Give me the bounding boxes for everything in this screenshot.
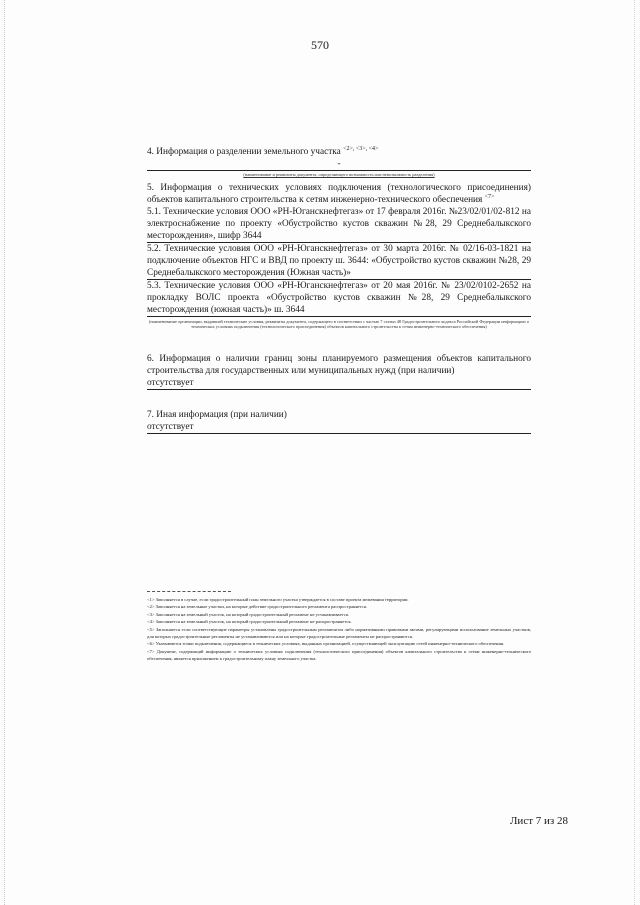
footnote-7: <7> Документ, содержащий информацию о технических условиях подключения (технологического присоединения) объектов капитального строительства к сетям инженерно-технического обеспечения, является приложением к градостроительному плану земельного участка. bbox=[147, 648, 531, 662]
section-4-heading: 4. Информация о разделении земельного участка $^{<2>, <3>, <4>}$ bbox=[147, 145, 379, 157]
section-4 bbox=[147, 146, 531, 177]
footnote-6: <6> Указываются точки подключения, содержащиеся в технических условиях, выданных организацией, осуществляющей эксплуатацию сетей инженерно-технического обеспечения. bbox=[147, 641, 505, 647]
section-4-value: - bbox=[147, 159, 531, 171]
section-7 bbox=[147, 409, 531, 434]
section-7-value: отсутствует bbox=[147, 421, 531, 434]
sheet-number: Лист 7 из 28 bbox=[509, 815, 568, 827]
page-number: 570 bbox=[311, 38, 329, 52]
section-6 bbox=[147, 353, 531, 390]
section-5-caption: (наименование организации, выдавшей технические условия, реквизиты документа, содержащего в соответствии с частью 7 статьи 48 Градостроительного кодекса Российской Федерации информацию о технических условиях подключения (технологического присоединения) объектов капитального строительства к сетям инженерно-технического обеспечения) bbox=[148, 319, 530, 330]
section-4-refs: <2>, <3>, <4> bbox=[343, 145, 379, 152]
section-5-heading: 5. Информация о технических условиях подключения (технологического присоединения) объектов капитального строительства к сетям инженерно-технического обеспечения $^{<7>}$ bbox=[147, 183, 531, 205]
section-6-value: отсутствует bbox=[147, 377, 531, 390]
section-4-caption: (наименование и реквизиты документа, определяющего возможность или невозможность разделения) bbox=[243, 172, 435, 177]
section-5-item-1: 5.1. Технические условия ООО «РН-Юганскнефтегаз» от 17 февраля 2016г. №23/02/01/02-812 на электроснабжение по проекту «Обустройство кустов скважин №28, 29 Среднебалыкского месторождения», шифр 3644 bbox=[147, 207, 531, 241]
section-6-heading: 6. Информация о наличии границ зоны планируемого размещения объектов капитального строительства для государственных или муниципальных нужд (при наличии) bbox=[147, 354, 531, 376]
footnote-3: <3> Заполняется на земельный участок, на который градостроительный регламент не устанавливается. bbox=[147, 611, 350, 617]
scan-edge-right bbox=[634, 0, 636, 905]
footnote-1: <1> Заполняется в случае, если градостроительный план земельного участка утверждается в составе проекта межевания территории. bbox=[147, 597, 409, 602]
section-5-ref: <7> bbox=[484, 193, 495, 200]
section-5-item-2: 5.2. Технические условия ООО «РН-Юганскнефтегаз» от 30 марта 2016г. № 02/16-03-1821 на подключение объектов НГС и ВВД по проекту ш. 3644: «Обустройство кустов скважин №28, 29 Среднебалыкского месторождения (Южная часть)» bbox=[147, 244, 531, 278]
footnote-4: <4> Заполняется на земельный участок, на который градостроительный регламент не распространяется. bbox=[147, 619, 352, 625]
footnote-5: <5> Заполняется если соответствующие параметры установлены градостроительным регламентом либо нормативными правовыми актами, регулирующими использование земельных участков, для которых градостроительные регламенты не устанавливаются или на которые градостроительные регламенты не распространяются. bbox=[147, 626, 531, 640]
scan-edge-left bbox=[4, 0, 6, 905]
section-5-item-3: 5.3. Технические условия ООО «РН-Юганскнефтегаз» от 20 мая 2016г. № 23/02/0102-2652 на прокладку ВОЛС проекта «Обустройство кустов скважин №28, 29 Среднебалыкского месторождения (южная часть)» ш. 3644 bbox=[147, 281, 531, 315]
footnote-2: <2> Заполняется на земельные участки, на которые действие градостроительного регламента распространяется. bbox=[147, 604, 367, 610]
footnotes bbox=[147, 596, 531, 663]
section-5 bbox=[147, 182, 531, 330]
section-7-heading: 7. Иная информация (при наличии) bbox=[147, 410, 287, 420]
footnote-separator bbox=[147, 591, 231, 592]
